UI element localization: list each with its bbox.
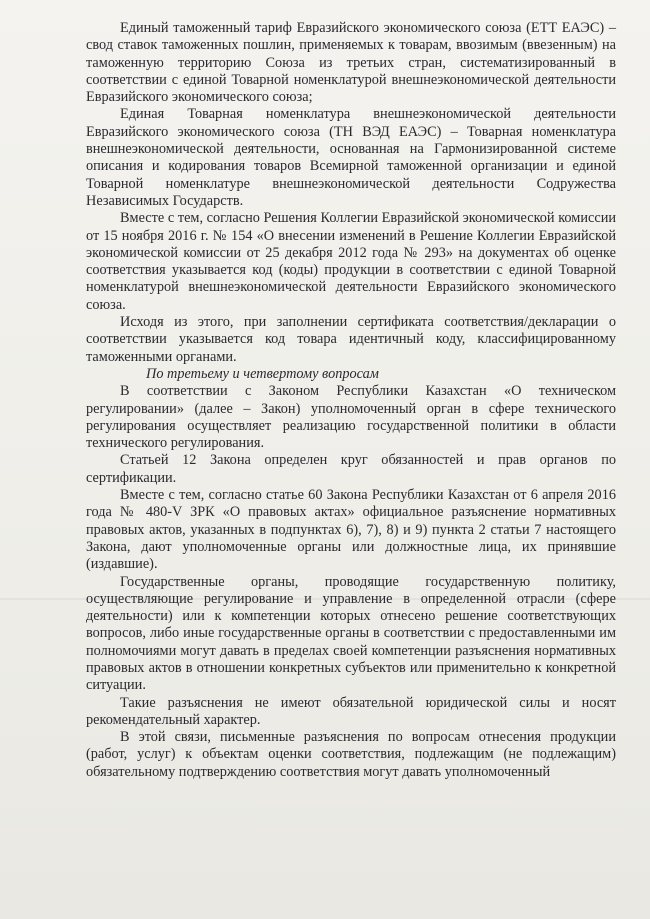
paragraph-article-60: Вместе с тем, согласно статье 60 Закона Республики Казахстан от 6 апреля 2016 года № 480-V ЗРК «О правовых актах» официальное разъяснение нормативных правовых актов, указанных в подпунктах 6), 7), 8) и 9) пункта 2 статьи 7 настоящего Закона, дают уполномоченные органы или должностные лица, их принявшие (издавшие). — [86, 487, 616, 573]
paragraph-article-12: Статьей 12 Закона определен круг обязанностей и прав органов по сертификации. — [86, 452, 616, 486]
paragraph-eec-decision: Вместе с тем, согласно Решения Коллегии Евразийской экономической комиссии от 15 ноября 2016 г. № 154 «О внесении изменений в Решение Коллегии Евразийской экономической комиссии от 25 декабря 2012 года № 293» на документах об оценке соответствия указывается код (коды) продукции в соответствии с единой Товарной номенклатурой внешнеэкономической деятельности Евразийского экономического союза. — [86, 210, 616, 313]
paragraph-certificate-code: Исходя из этого, при заполнении сертификата соответствия/декларации о соответствии указывается код товара идентичный коду, классифицированному таможенными органами. — [86, 314, 616, 365]
paragraph-tn-ved-definition: Единая Товарная номенклатура внешнеэкономической деятельности Евразийского экономического союза (ТН ВЭД ЕАЭС) – Товарная номенклатура внешнеэкономической деятельности, основанная на Гармонизированной системе описания и кодирования товаров Всемирной таможенной организации и единой Товарной номенклатуре внешнеэкономической деятельности Содружества Независимых Государств. — [86, 106, 616, 209]
paper-fold-line — [0, 598, 650, 600]
section-heading-third-fourth-questions: По третьему и четвертому вопросам — [146, 365, 379, 382]
paragraph-recommendatory: Такие разъяснения не имеют обязательной юридической силы и носят рекомендательный характер. — [86, 694, 616, 728]
paragraph-tech-regulation-law: В соответствии с Законом Республики Казахстан «О техническом регулировании» (далее – Закон) уполномоченный орган в сфере технического регулирования осуществляет реализацию государственной политики в области технического регулирования. — [86, 383, 616, 452]
paragraph-ett-definition: Единый таможенный тариф Евразийского экономического союза (ЕТТ ЕАЭС) – свод ставок таможенных пошлин, применяемых к товарам, ввозимым (ввезенным) на таможенную территорию Союза из третьих стран, систематизированный в соответствии с единой Товарной номенклатурой внешнеэкономической деятельности Евразийского экономического союза; — [86, 20, 616, 106]
paragraph-state-bodies: Государственные органы, проводящие государственную политику, осуществляющие регулирование и управление в определенной отрасли (сфере деятельности) или к компетенции которых отнесено решение соответствующих вопросов, либо иные государственные органы в соответствии с предоставленными им полномочиями могут давать в пределах своей компетенции разъяснения нормативных правовых актов в отношении конкретных субъектов или применительно к конкретной ситуации. — [86, 573, 616, 694]
paragraph-written-clarifications: В этой связи, письменные разъяснения по вопросам отнесения продукции (работ, услуг) к объектам оценки соответствия, подлежащим (не подлежащим) обязательному подтверждению соответствия могут давать уполномоченный — [86, 729, 616, 780]
